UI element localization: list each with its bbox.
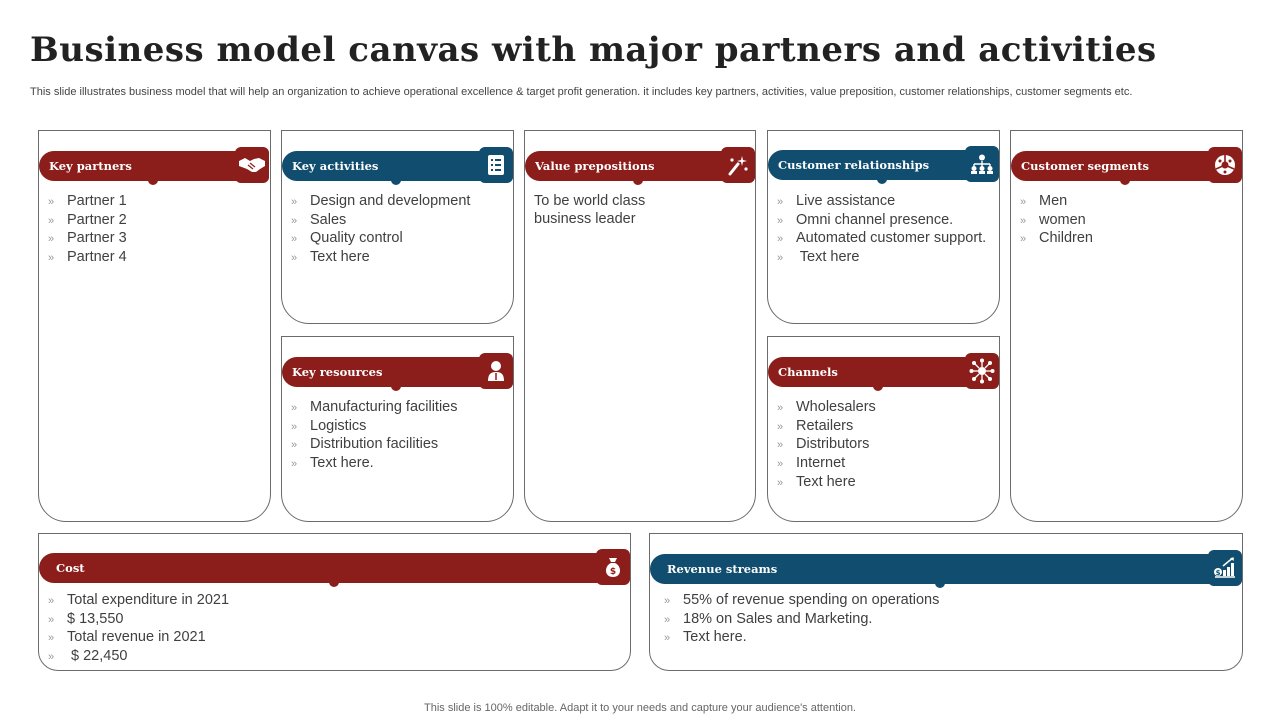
list-item: » Manufacturing facilities [291, 399, 458, 415]
handshake-icon [235, 147, 269, 183]
channels-title: Channels [778, 365, 838, 379]
value-propositions-card [524, 130, 756, 522]
network-icon [965, 353, 999, 389]
list-item: » Quality control [291, 230, 403, 247]
cost-title: Cost [56, 561, 85, 575]
list-item: » Omni channel presence. [777, 211, 954, 228]
list-item: » Partner 3 [48, 230, 127, 247]
key-resources-list [291, 399, 458, 474]
footer-note: This slide is 100% editable. Adapt it to your needs and capture your audience's attention. [424, 702, 856, 714]
list-item: » Total expenditure in 2021 [48, 592, 230, 608]
list-item: » Live assistance [777, 193, 896, 209]
key-resources-title: Key resources [292, 365, 383, 379]
customer-segments-title: Customer segments [1021, 159, 1149, 173]
list-item: » $ 13,550 [48, 610, 124, 627]
list-item: » Total revenue in 2021 [48, 629, 206, 646]
svg-text:$: $ [1215, 569, 1221, 577]
value-propositions-header [525, 151, 755, 181]
list-item: » Children [1020, 230, 1093, 247]
customer-segments-header [1011, 151, 1242, 181]
customer-segments-card [1010, 130, 1243, 522]
key-partners-card [38, 130, 271, 522]
hierarchy-icon [965, 146, 999, 182]
revenue-streams-title: Revenue streams [667, 562, 778, 576]
channels-header [768, 357, 999, 387]
key-partners-header [39, 151, 269, 181]
sparkle-icon [721, 147, 755, 183]
page-subtitle: This slide illustrates business model that will help an organization to achieve operational excellence & target profit generation. it includes key partners, activities, value preposition, customer relationships, customer segments etc. [30, 86, 1133, 98]
list-item: » Text here [777, 249, 860, 266]
list-item: » Internet [777, 455, 846, 472]
list-item: » Partner 4 [48, 249, 127, 266]
list-item: » Retailers [777, 417, 854, 434]
page-title: Business model canvas with major partners and activities [30, 30, 1157, 70]
key-resources-header [282, 357, 513, 387]
list-item: » 18% on Sales and Marketing. [664, 610, 873, 627]
growth-chart-icon [1208, 550, 1242, 586]
list-item: » women [1020, 211, 1086, 228]
key-activities-header [282, 151, 513, 181]
cost-header [39, 553, 630, 583]
customer-relationships-title: Customer relationships [778, 158, 930, 172]
list-item: » Wholesalers [777, 399, 876, 415]
list-item: » Logistics [291, 417, 367, 434]
pie-segments-icon [1208, 147, 1242, 183]
svg-text:$: $ [609, 567, 617, 577]
key-partners-list [48, 193, 127, 268]
list-item: » Design and development [291, 193, 471, 209]
key-activities-list [291, 193, 470, 268]
list-item: » Text here. [664, 629, 747, 646]
list-item: » Partner 1 [48, 193, 127, 209]
value-propositions-title: Value prepositions [535, 159, 655, 173]
customer-segments-list [1020, 193, 1093, 249]
revenue-streams-list [664, 592, 939, 648]
key-partners-title: Key partners [49, 159, 132, 173]
customer-relationships-header [768, 150, 999, 180]
value-propositions-text: To be world class business leader [534, 193, 646, 227]
list-item: » Text here [291, 249, 370, 266]
person-icon [479, 353, 513, 389]
revenue-streams-header [650, 554, 1242, 584]
list-item: » $ 22,450 [48, 648, 128, 665]
list-item: » Distributors [777, 436, 870, 453]
list-item: » 55% of revenue spending on operations [664, 592, 940, 608]
list-item: » Men [1020, 193, 1068, 209]
customer-relationships-list [777, 193, 986, 268]
cost-list [48, 592, 229, 667]
list-item: » Sales [291, 211, 347, 228]
list-item: » Distribution facilities [291, 436, 439, 453]
list-item: » Automated customer support. [777, 230, 987, 247]
key-activities-title: Key activities [292, 159, 379, 173]
channels-list [777, 399, 876, 493]
checklist-icon [479, 147, 513, 183]
list-item: » Text here [777, 473, 856, 490]
list-item: » Text here. [291, 455, 374, 472]
list-item: » Partner 2 [48, 211, 127, 228]
money-bag-icon [596, 549, 630, 585]
